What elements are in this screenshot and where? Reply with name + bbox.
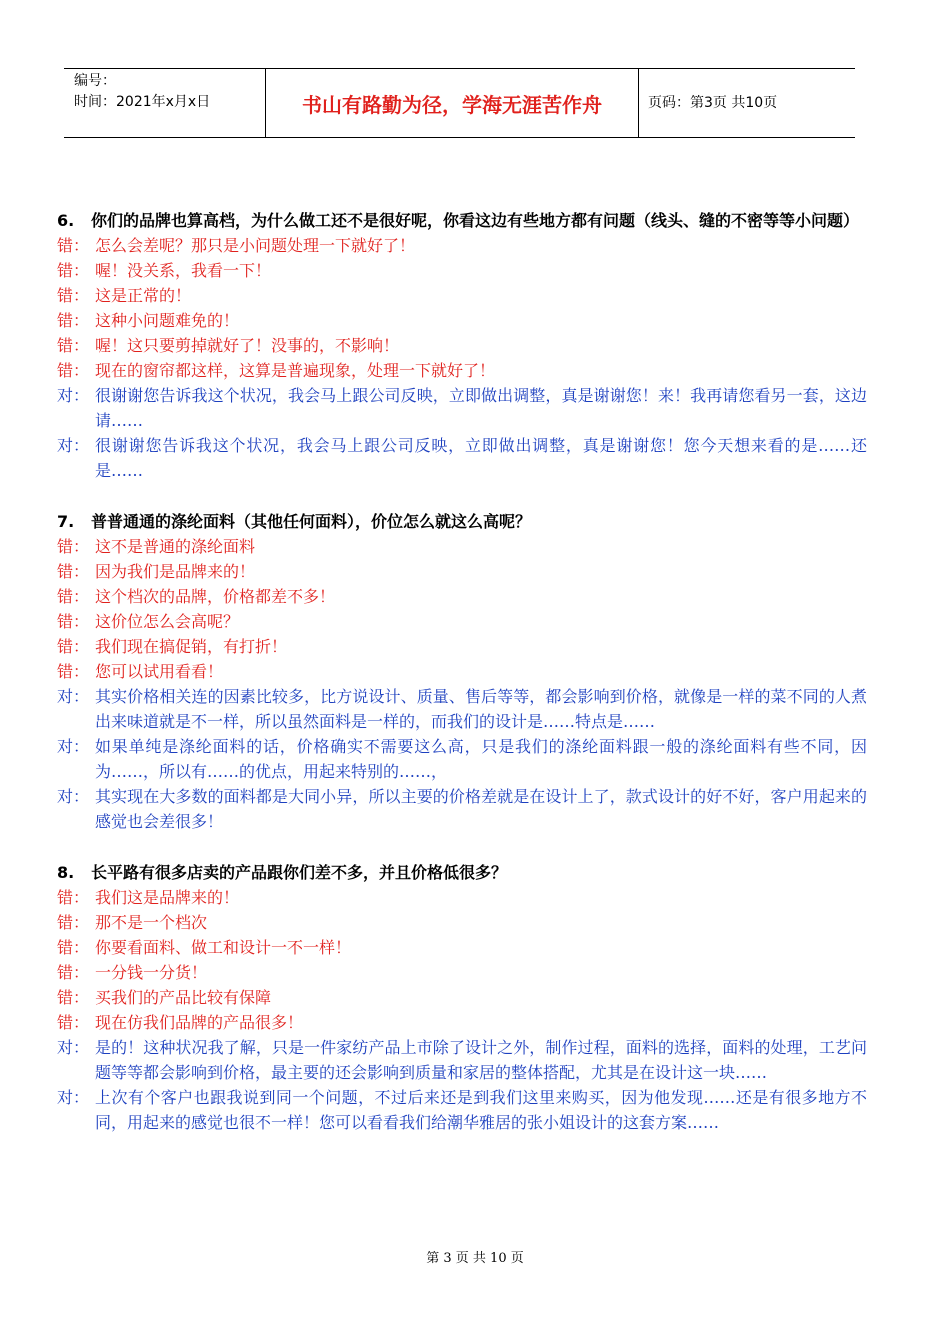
question [57,208,867,233]
wrong-answer-text: 我们这是品牌来的！ [95,888,240,907]
qa-section [57,208,867,483]
doc-number-label: 编号： [74,73,116,89]
wrong-answer [57,358,867,383]
wrong-answer-label: 错： [57,888,90,907]
wrong-answer-label: 错： [57,336,90,355]
right-answer-text: 上次有个客户也跟我说到同一个问题，不过后来还是到我们这里来购买，因为他发现……还是有很多地方不同，用起来的感觉也很不一样！您可以看看我们给潮华雅居的张小姐设计的这套方案…… [95,1088,867,1132]
right-answer [57,383,867,433]
right-answer-label: 对： [57,687,90,706]
wrong-answer-label: 错： [57,612,90,631]
header-left [74,71,210,113]
wrong-answer [57,659,867,684]
wrong-answer-text: 这种小问题难免的！ [95,311,240,330]
question-number: 7. [57,512,75,531]
wrong-answer-label: 错： [57,311,90,330]
wrong-answer-text: 你要看面料、做工和设计一不一样！ [95,938,352,957]
wrong-answer-label: 错： [57,361,90,380]
wrong-answer-label: 错： [57,913,90,932]
wrong-answer-label: 错： [57,662,90,681]
wrong-answer-label: 错： [57,637,90,656]
wrong-answer [57,960,867,985]
wrong-answer-text: 怎么会差呢？那只是小问题处理一下就好了！ [95,236,416,255]
wrong-answer [57,283,867,308]
wrong-answer-text: 我们现在搞促销，有打折！ [95,637,288,656]
wrong-answer-text: 这不是普通的涤纶面料 [95,537,256,556]
wrong-answer [57,258,867,283]
wrong-answer-label: 错： [57,988,90,1007]
wrong-answer [57,233,867,258]
header-motto: 书山有路勤为径，学海无涯苦作舟 [265,69,639,137]
wrong-answer [57,308,867,333]
wrong-answer-text: 您可以试用看看！ [95,662,224,681]
question-text: 长平路有很多店卖的产品跟你们差不多，并且价格低很多？ [91,863,508,882]
header-page-label: 页码：第3页 共10页 [648,95,778,111]
wrong-answer [57,910,867,935]
wrong-answer-label: 错： [57,236,90,255]
wrong-answer-label: 错： [57,537,90,556]
page-footer: 第 3 页 共 10 页 [426,1251,524,1266]
wrong-answer-text: 这个档次的品牌，价格都差不多！ [95,587,336,606]
right-answer-label: 对： [57,737,90,756]
right-answer-text: 很谢谢您告诉我这个状况，我会马上跟公司反映，立即做出调整，真是谢谢您！来！我再请您看另一套，这边请…… [95,386,867,430]
right-answer-label: 对： [57,436,90,455]
wrong-answer-label: 错： [57,261,90,280]
wrong-answer-text: 因为我们是品牌来的！ [95,562,256,581]
wrong-answer-label: 错： [57,562,90,581]
wrong-answer [57,885,867,910]
right-answer-label: 对： [57,1038,90,1057]
wrong-answer-text: 那不是一个档次 [95,913,208,932]
qa-section [57,860,867,1135]
doc-time-label: 时间：2021年x月x日 [74,94,211,110]
question-number: 6. [57,211,75,230]
right-answer-text: 其实价格相关连的因素比较多，比方说设计、质量、售后等等，都会影响到价格，就像是一样的菜不同的人煮出来味道就是不一样，所以虽然面料是一样的，而我们的设计是……特点是…… [95,687,867,731]
document-body [57,208,867,1161]
wrong-answer-label: 错： [57,963,90,982]
wrong-answer-label: 错： [57,938,90,957]
wrong-answer-label: 错： [57,1013,90,1032]
wrong-answer [57,985,867,1010]
wrong-answer [57,634,867,659]
right-answer-text: 很谢谢您告诉我这个状况，我会马上跟公司反映，立即做出调整，真是谢谢您！您今天想来看的是……还是…… [95,436,867,480]
wrong-answer-label: 错： [57,286,90,305]
wrong-answer-text: 这价位怎么会高呢？ [95,612,240,631]
wrong-answer-text: 买我们的产品比较有保障 [95,988,272,1007]
wrong-answer [57,559,867,584]
right-answer [57,734,867,784]
right-answer-text: 如果单纯是涤纶面料的话，价格确实不需要这么高，只是我们的涤纶面料跟一般的涤纶面料有些不同，因为……，所以有……的优点，用起来特别的……， [95,737,867,781]
wrong-answer-text: 喔！这只要剪掉就好了！没事的，不影响！ [95,336,400,355]
wrong-answer-text: 现在的窗帘都这样，这算是普遍现象，处理一下就好了！ [95,361,496,380]
qa-section [57,509,867,834]
wrong-answer-text: 喔！没关系，我看一下！ [95,261,272,280]
question [57,509,867,534]
right-answer-label: 对： [57,787,90,806]
question [57,860,867,885]
right-answer-text: 其实现在大多数的面料都是大同小异，所以主要的价格差就是在设计上了，款式设计的好不好，客户用起来的感觉也会差很多！ [95,787,867,831]
right-answer [57,784,867,834]
wrong-answer [57,1010,867,1035]
right-answer [57,1035,867,1085]
wrong-answer [57,534,867,559]
right-answer [57,433,867,483]
wrong-answer-text: 一分钱一分货！ [95,963,208,982]
wrong-answer [57,935,867,960]
wrong-answer-text: 现在仿我们品牌的产品很多！ [95,1013,304,1032]
question-number: 8. [57,863,75,882]
wrong-answer [57,609,867,634]
question-text: 普普通通的涤纶面料（其他任何面料），价位怎么就这么高呢？ [91,512,532,531]
right-answer [57,684,867,734]
page-header [64,68,855,138]
right-answer-label: 对： [57,1088,90,1107]
wrong-answer-label: 错： [57,587,90,606]
right-answer-label: 对： [57,386,90,405]
right-answer [57,1085,867,1135]
question-text: 你们的品牌也算高档，为什么做工还不是很好呢，你看这边有些地方都有问题（线头、缝的不密等等小问题） [91,211,860,230]
right-answer-text: 是的！这种状况我了解，只是一件家纺产品上市除了设计之外，制作过程，面料的选择，面料的处理，工艺问题等等都会影响到价格，最主要的还会影响到质量和家居的整体搭配，尤其是在设计这一块…… [95,1038,867,1082]
wrong-answer-text: 这是正常的！ [95,286,192,305]
wrong-answer [57,333,867,358]
wrong-answer [57,584,867,609]
